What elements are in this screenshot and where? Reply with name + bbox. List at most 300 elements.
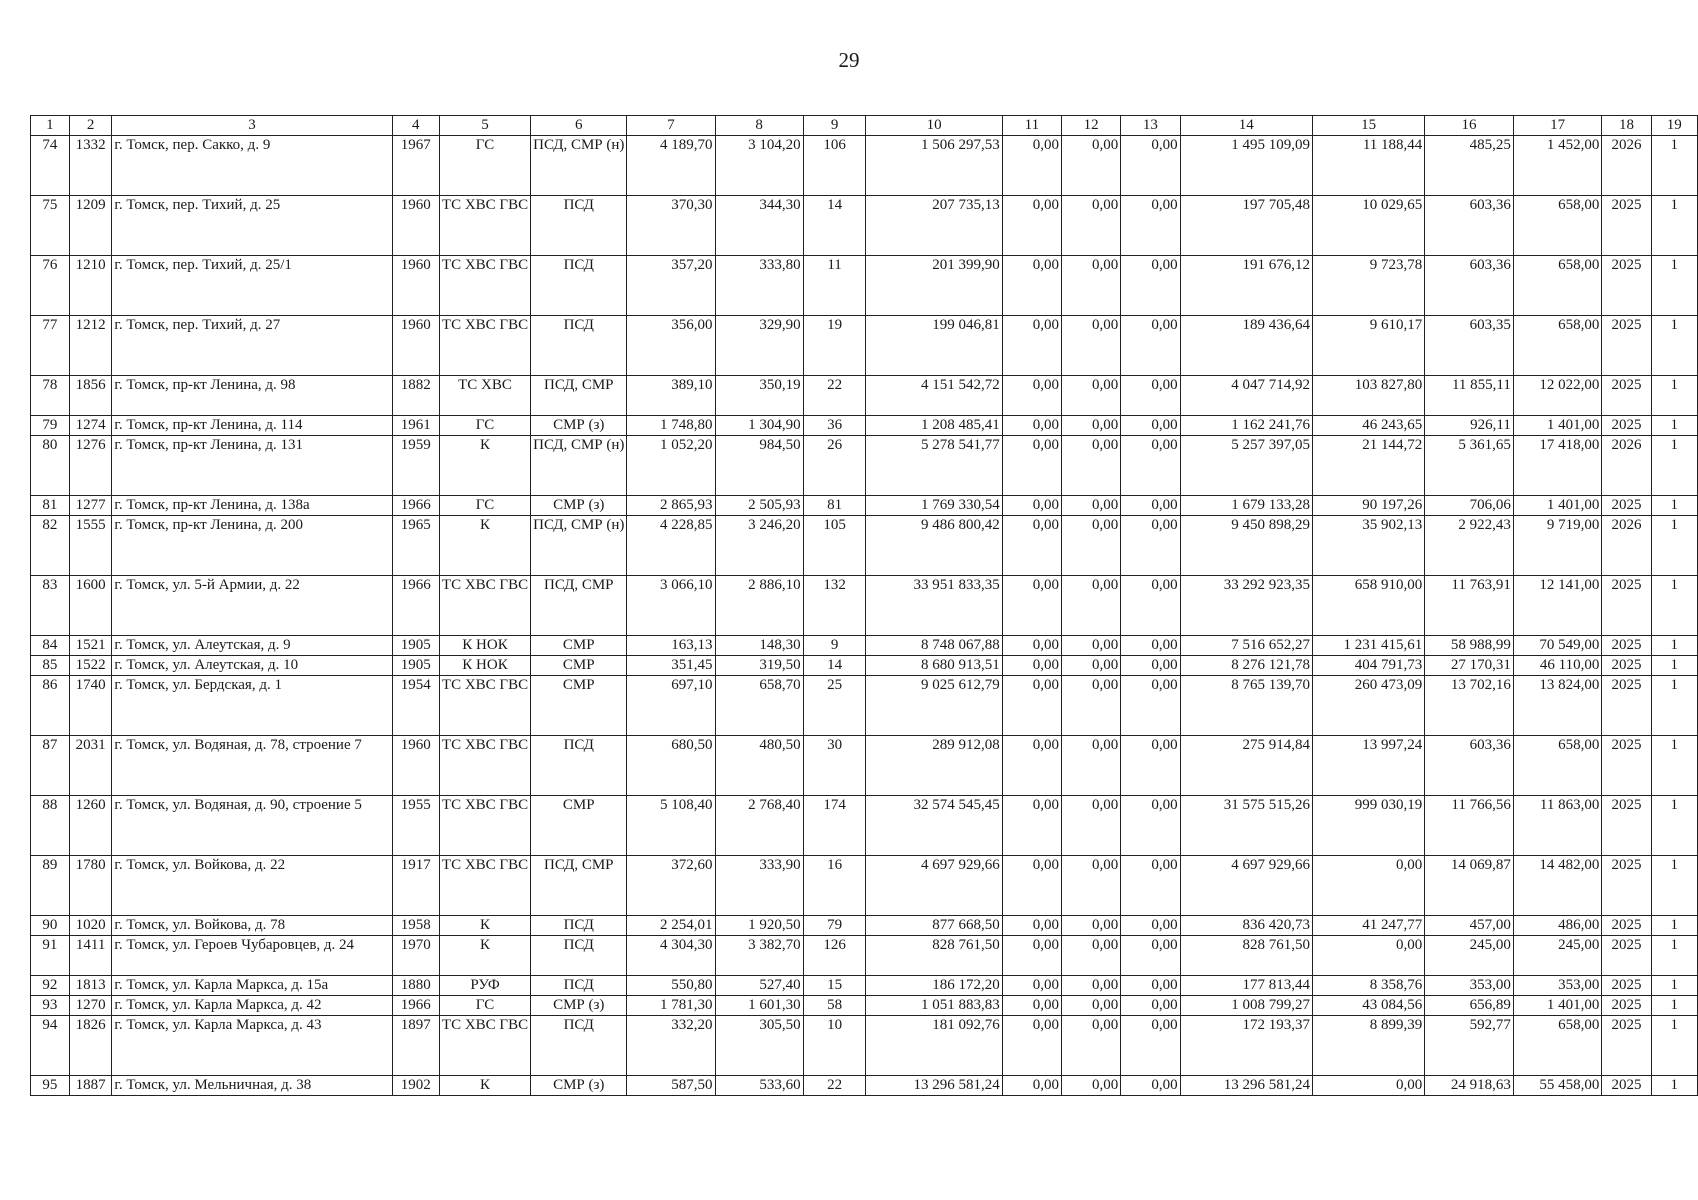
cell-address: г. Томск, пр-кт Ленина, д. 200 [112,516,392,576]
cell-living-area: 1 920,50 [715,916,803,936]
cell-works-type: РУФ [439,976,530,996]
column-number-3: 3 [112,116,392,136]
cell-living-area: 527,40 [715,976,803,996]
cell-address: г. Томск, ул. Войкова, д. 22 [112,856,392,916]
cell-row-number: 77 [31,316,70,376]
cell-fund-cost: 4 047 714,92 [1180,376,1312,416]
cell-doc-type: СМР [531,656,627,676]
cell-owner-cost: 8 358,76 [1313,976,1425,996]
cell-house-id: 1740 [69,676,112,736]
cell-fund-cost: 172 193,37 [1180,1016,1312,1076]
cell-residents: 9 [803,636,866,656]
cell-fund-cost: 33 292 923,35 [1180,576,1312,636]
table-row [31,936,1698,976]
cell-address: г. Томск, пер. Тихий, д. 25/1 [112,256,392,316]
table-row [31,636,1698,656]
cell-living-area: 319,50 [715,656,803,676]
cell-total-area: 4 304,30 [627,936,715,976]
cell-cost-col-12: 0,00 [1062,996,1121,1016]
cell-cost-col-12: 0,00 [1062,736,1121,796]
cell-stage: 1 [1651,136,1698,196]
cell-cost-col-12: 0,00 [1062,376,1121,416]
cell-total-cost: 8 748 067,88 [866,636,1002,656]
cell-total-area: 351,45 [627,656,715,676]
cell-works-type: К [439,436,530,496]
cell-owner-cost: 9 610,17 [1313,316,1425,376]
cell-house-id: 1260 [69,796,112,856]
cell-owner-cost: 0,00 [1313,856,1425,916]
cell-year: 2025 [1602,496,1651,516]
cell-cost-col-13: 0,00 [1121,576,1180,636]
cell-cost-col-13: 0,00 [1121,376,1180,416]
cell-unit-cost: 245,00 [1425,936,1514,976]
cell-year: 2025 [1602,976,1651,996]
cell-fund-cost: 7 516 652,27 [1180,636,1312,656]
table-row [31,136,1698,196]
cell-fund-cost: 197 705,48 [1180,196,1312,256]
cell-row-number: 75 [31,196,70,256]
cell-address: г. Томск, пр-кт Ленина, д. 98 [112,376,392,416]
cell-owner-cost: 103 827,80 [1313,376,1425,416]
cell-unit-cost: 603,36 [1425,736,1514,796]
cell-unit-cost: 353,00 [1425,976,1514,996]
cell-cost-col-11: 0,00 [1002,376,1061,416]
cell-stage: 1 [1651,376,1698,416]
cell-year: 2025 [1602,636,1651,656]
cell-stage: 1 [1651,416,1698,436]
cell-cost-col-12: 0,00 [1062,256,1121,316]
cell-year: 2025 [1602,856,1651,916]
cell-total-cost: 201 399,90 [866,256,1002,316]
cell-max-unit-cost: 13 824,00 [1513,676,1602,736]
cell-residents: 14 [803,196,866,256]
cell-cost-col-12: 0,00 [1062,196,1121,256]
table-row [31,916,1698,936]
cell-unit-cost: 11 855,11 [1425,376,1514,416]
cell-residents: 22 [803,376,866,416]
cell-unit-cost: 2 922,43 [1425,516,1514,576]
cell-cost-col-13: 0,00 [1121,796,1180,856]
cell-stage: 1 [1651,196,1698,256]
cell-fund-cost: 1 162 241,76 [1180,416,1312,436]
cell-cost-col-12: 0,00 [1062,676,1121,736]
cell-year: 2026 [1602,136,1651,196]
cell-cost-col-11: 0,00 [1002,1076,1061,1096]
cell-build-year: 1960 [392,316,439,376]
table-body [31,116,1698,1096]
cell-fund-cost: 1 008 799,27 [1180,996,1312,1016]
cell-cost-col-11: 0,00 [1002,1016,1061,1076]
cell-living-area: 533,60 [715,1076,803,1096]
cell-cost-col-13: 0,00 [1121,916,1180,936]
cell-fund-cost: 9 450 898,29 [1180,516,1312,576]
cell-doc-type: СМР (з) [531,1076,627,1096]
cell-fund-cost: 8 765 139,70 [1180,676,1312,736]
cell-cost-col-12: 0,00 [1062,316,1121,376]
cell-fund-cost: 1 679 133,28 [1180,496,1312,516]
cell-works-type: К [439,1076,530,1096]
cell-total-cost: 4 697 929,66 [866,856,1002,916]
column-number-18: 18 [1602,116,1651,136]
cell-cost-col-12: 0,00 [1062,576,1121,636]
cell-fund-cost: 177 813,44 [1180,976,1312,996]
cell-year: 2025 [1602,656,1651,676]
cell-living-area: 2 768,40 [715,796,803,856]
cell-residents: 10 [803,1016,866,1076]
cell-year: 2026 [1602,436,1651,496]
cell-cost-col-13: 0,00 [1121,516,1180,576]
cell-house-id: 1332 [69,136,112,196]
cell-doc-type: ПСД [531,736,627,796]
cell-doc-type: ПСД [531,976,627,996]
cell-doc-type: СМР (з) [531,496,627,516]
cell-total-cost: 9 025 612,79 [866,676,1002,736]
cell-build-year: 1954 [392,676,439,736]
cell-house-id: 1210 [69,256,112,316]
cell-row-number: 91 [31,936,70,976]
cell-build-year: 1905 [392,636,439,656]
cell-max-unit-cost: 353,00 [1513,976,1602,996]
cell-house-id: 1813 [69,976,112,996]
cell-cost-col-13: 0,00 [1121,136,1180,196]
cell-works-type: ГС [439,496,530,516]
cell-house-id: 1270 [69,996,112,1016]
cell-year: 2025 [1602,196,1651,256]
cell-living-area: 3 246,20 [715,516,803,576]
cell-cost-col-11: 0,00 [1002,196,1061,256]
cell-cost-col-13: 0,00 [1121,256,1180,316]
cell-cost-col-11: 0,00 [1002,416,1061,436]
cell-total-cost: 8 680 913,51 [866,656,1002,676]
cell-address: г. Томск, ул. Бердская, д. 1 [112,676,392,736]
cell-residents: 14 [803,656,866,676]
cell-stage: 1 [1651,1076,1698,1096]
cell-build-year: 1966 [392,576,439,636]
cell-address: г. Томск, ул. Героев Чубаровцев, д. 24 [112,936,392,976]
cell-doc-type: ПСД [531,256,627,316]
cell-house-id: 2031 [69,736,112,796]
cell-total-cost: 1 208 485,41 [866,416,1002,436]
cell-build-year: 1882 [392,376,439,416]
cell-works-type: ТС ХВС ГВС [439,676,530,736]
cell-cost-col-13: 0,00 [1121,316,1180,376]
cell-unit-cost: 603,35 [1425,316,1514,376]
cell-cost-col-11: 0,00 [1002,916,1061,936]
cell-build-year: 1967 [392,136,439,196]
cell-cost-col-13: 0,00 [1121,636,1180,656]
table-row [31,416,1698,436]
cell-house-id: 1209 [69,196,112,256]
column-number-6: 6 [531,116,627,136]
cell-year: 2026 [1602,516,1651,576]
cell-total-cost: 199 046,81 [866,316,1002,376]
cell-max-unit-cost: 17 418,00 [1513,436,1602,496]
cell-cost-col-11: 0,00 [1002,996,1061,1016]
cell-works-type: ТС ХВС ГВС [439,256,530,316]
cell-works-type: ТС ХВС ГВС [439,856,530,916]
cell-address: г. Томск, ул. Карла Маркса, д. 15а [112,976,392,996]
cell-residents: 106 [803,136,866,196]
cell-unit-cost: 592,77 [1425,1016,1514,1076]
cell-total-area: 4 228,85 [627,516,715,576]
cell-total-area: 357,20 [627,256,715,316]
cell-house-id: 1277 [69,496,112,516]
cell-row-number: 74 [31,136,70,196]
cell-cost-col-13: 0,00 [1121,1076,1180,1096]
table-row [31,516,1698,576]
cell-fund-cost: 31 575 515,26 [1180,796,1312,856]
table-row [31,576,1698,636]
cell-unit-cost: 457,00 [1425,916,1514,936]
cell-cost-col-13: 0,00 [1121,416,1180,436]
column-number-19: 19 [1651,116,1698,136]
cell-living-area: 2 505,93 [715,496,803,516]
cell-fund-cost: 191 676,12 [1180,256,1312,316]
cell-unit-cost: 24 918,63 [1425,1076,1514,1096]
cell-total-area: 2 865,93 [627,496,715,516]
cell-works-type: ГС [439,136,530,196]
cell-total-area: 389,10 [627,376,715,416]
table-row [31,436,1698,496]
cell-total-area: 370,30 [627,196,715,256]
cell-max-unit-cost: 12 141,00 [1513,576,1602,636]
table-row [31,736,1698,796]
column-number-11: 11 [1002,116,1061,136]
cell-row-number: 82 [31,516,70,576]
cell-living-area: 1 601,30 [715,996,803,1016]
column-number-12: 12 [1062,116,1121,136]
cell-doc-type: СМР (з) [531,416,627,436]
column-number-5: 5 [439,116,530,136]
cell-unit-cost: 27 170,31 [1425,656,1514,676]
cell-total-area: 5 108,40 [627,796,715,856]
cell-works-type: К НОК [439,656,530,676]
cell-doc-type: ПСД, СМР (н) [531,436,627,496]
cell-row-number: 80 [31,436,70,496]
cell-living-area: 1 304,90 [715,416,803,436]
cell-works-type: ГС [439,996,530,1016]
cell-stage: 1 [1651,796,1698,856]
cell-fund-cost: 189 436,64 [1180,316,1312,376]
cell-residents: 19 [803,316,866,376]
cell-residents: 22 [803,1076,866,1096]
column-number-row [31,116,1698,136]
cell-year: 2025 [1602,576,1651,636]
cell-works-type: ТС ХВС ГВС [439,316,530,376]
cell-total-area: 680,50 [627,736,715,796]
cell-total-area: 550,80 [627,976,715,996]
cell-cost-col-12: 0,00 [1062,1076,1121,1096]
cell-total-area: 3 066,10 [627,576,715,636]
cell-cost-col-11: 0,00 [1002,436,1061,496]
table-row [31,796,1698,856]
cell-build-year: 1880 [392,976,439,996]
cell-works-type: ТС ХВС ГВС [439,1016,530,1076]
cell-row-number: 95 [31,1076,70,1096]
cell-cost-col-12: 0,00 [1062,916,1121,936]
cell-year: 2025 [1602,736,1651,796]
cell-cost-col-13: 0,00 [1121,656,1180,676]
cell-residents: 30 [803,736,866,796]
cell-cost-col-12: 0,00 [1062,1016,1121,1076]
cell-residents: 26 [803,436,866,496]
table-row [31,996,1698,1016]
cell-stage: 1 [1651,636,1698,656]
cell-doc-type: ПСД, СМР [531,856,627,916]
cell-unit-cost: 14 069,87 [1425,856,1514,916]
cell-unit-cost: 603,36 [1425,196,1514,256]
cell-works-type: ГС [439,416,530,436]
cell-unit-cost: 926,11 [1425,416,1514,436]
cell-house-id: 1411 [69,936,112,976]
cell-total-cost: 207 735,13 [866,196,1002,256]
cell-doc-type: ПСД, СМР (н) [531,516,627,576]
cell-doc-type: ПСД, СМР [531,376,627,416]
cell-unit-cost: 58 988,99 [1425,636,1514,656]
cell-row-number: 93 [31,996,70,1016]
column-number-16: 16 [1425,116,1514,136]
cell-total-cost: 5 278 541,77 [866,436,1002,496]
cell-house-id: 1826 [69,1016,112,1076]
cell-row-number: 78 [31,376,70,416]
cell-residents: 126 [803,936,866,976]
cell-max-unit-cost: 70 549,00 [1513,636,1602,656]
cell-max-unit-cost: 1 401,00 [1513,496,1602,516]
cell-works-type: К [439,516,530,576]
cell-build-year: 1955 [392,796,439,856]
cell-fund-cost: 1 495 109,09 [1180,136,1312,196]
cell-row-number: 94 [31,1016,70,1076]
cell-row-number: 92 [31,976,70,996]
cell-total-cost: 4 151 542,72 [866,376,1002,416]
cell-cost-col-11: 0,00 [1002,576,1061,636]
cell-row-number: 87 [31,736,70,796]
table-row [31,1016,1698,1076]
cell-stage: 1 [1651,976,1698,996]
column-number-10: 10 [866,116,1002,136]
cell-max-unit-cost: 245,00 [1513,936,1602,976]
cell-owner-cost: 404 791,73 [1313,656,1425,676]
cell-stage: 1 [1651,1016,1698,1076]
cell-cost-col-11: 0,00 [1002,636,1061,656]
cell-stage: 1 [1651,256,1698,316]
cell-house-id: 1274 [69,416,112,436]
cell-works-type: К [439,936,530,976]
cell-stage: 1 [1651,496,1698,516]
cell-doc-type: ПСД [531,916,627,936]
cell-build-year: 1960 [392,196,439,256]
cell-max-unit-cost: 658,00 [1513,256,1602,316]
cell-address: г. Томск, ул. Карла Маркса, д. 43 [112,1016,392,1076]
column-number-14: 14 [1180,116,1312,136]
cell-total-area: 587,50 [627,1076,715,1096]
cell-owner-cost: 11 188,44 [1313,136,1425,196]
cell-owner-cost: 1 231 415,61 [1313,636,1425,656]
cell-year: 2025 [1602,916,1651,936]
cell-residents: 25 [803,676,866,736]
cell-build-year: 1961 [392,416,439,436]
cell-build-year: 1958 [392,916,439,936]
cell-residents: 58 [803,996,866,1016]
cell-cost-col-13: 0,00 [1121,1016,1180,1076]
column-number-8: 8 [715,116,803,136]
cell-cost-col-11: 0,00 [1002,516,1061,576]
column-number-15: 15 [1313,116,1425,136]
cell-fund-cost: 13 296 581,24 [1180,1076,1312,1096]
cell-total-cost: 1 769 330,54 [866,496,1002,516]
cell-house-id: 1521 [69,636,112,656]
column-number-13: 13 [1121,116,1180,136]
cell-cost-col-11: 0,00 [1002,796,1061,856]
cell-year: 2025 [1602,416,1651,436]
cell-living-area: 350,19 [715,376,803,416]
cell-owner-cost: 13 997,24 [1313,736,1425,796]
cell-stage: 1 [1651,996,1698,1016]
cell-living-area: 984,50 [715,436,803,496]
table-row [31,196,1698,256]
cell-living-area: 305,50 [715,1016,803,1076]
cell-build-year: 1959 [392,436,439,496]
column-number-4: 4 [392,116,439,136]
cell-fund-cost: 4 697 929,66 [1180,856,1312,916]
cell-living-area: 344,30 [715,196,803,256]
cell-row-number: 76 [31,256,70,316]
cell-house-id: 1600 [69,576,112,636]
cell-stage: 1 [1651,736,1698,796]
cell-owner-cost: 8 899,39 [1313,1016,1425,1076]
table-row [31,856,1698,916]
cell-max-unit-cost: 658,00 [1513,316,1602,376]
cell-build-year: 1966 [392,496,439,516]
cell-total-area: 163,13 [627,636,715,656]
table-row [31,976,1698,996]
cell-cost-col-11: 0,00 [1002,656,1061,676]
cell-cost-col-11: 0,00 [1002,976,1061,996]
cell-address: г. Томск, ул. Мельничная, д. 38 [112,1076,392,1096]
cell-row-number: 86 [31,676,70,736]
cell-cost-col-13: 0,00 [1121,976,1180,996]
cell-max-unit-cost: 486,00 [1513,916,1602,936]
cell-stage: 1 [1651,516,1698,576]
cell-fund-cost: 836 420,73 [1180,916,1312,936]
cell-year: 2025 [1602,796,1651,856]
cell-max-unit-cost: 11 863,00 [1513,796,1602,856]
cell-doc-type: ПСД [531,1016,627,1076]
cell-living-area: 480,50 [715,736,803,796]
cell-living-area: 148,30 [715,636,803,656]
cell-cost-col-12: 0,00 [1062,636,1121,656]
cell-doc-type: СМР [531,676,627,736]
cell-total-cost: 877 668,50 [866,916,1002,936]
cell-build-year: 1966 [392,996,439,1016]
cell-living-area: 3 104,20 [715,136,803,196]
cell-address: г. Томск, пер. Тихий, д. 25 [112,196,392,256]
table-row [31,676,1698,736]
cell-fund-cost: 275 914,84 [1180,736,1312,796]
cell-doc-type: СМР (з) [531,996,627,1016]
cell-doc-type: ПСД [531,196,627,256]
cell-year: 2025 [1602,1076,1651,1096]
cell-living-area: 3 382,70 [715,936,803,976]
cell-cost-col-12: 0,00 [1062,416,1121,436]
cell-total-area: 1 748,80 [627,416,715,436]
cell-total-cost: 1 051 883,83 [866,996,1002,1016]
cell-max-unit-cost: 1 401,00 [1513,996,1602,1016]
cell-address: г. Томск, ул. Водяная, д. 90, строение 5 [112,796,392,856]
cell-cost-col-13: 0,00 [1121,676,1180,736]
cell-owner-cost: 9 723,78 [1313,256,1425,316]
cell-total-cost: 33 951 833,35 [866,576,1002,636]
